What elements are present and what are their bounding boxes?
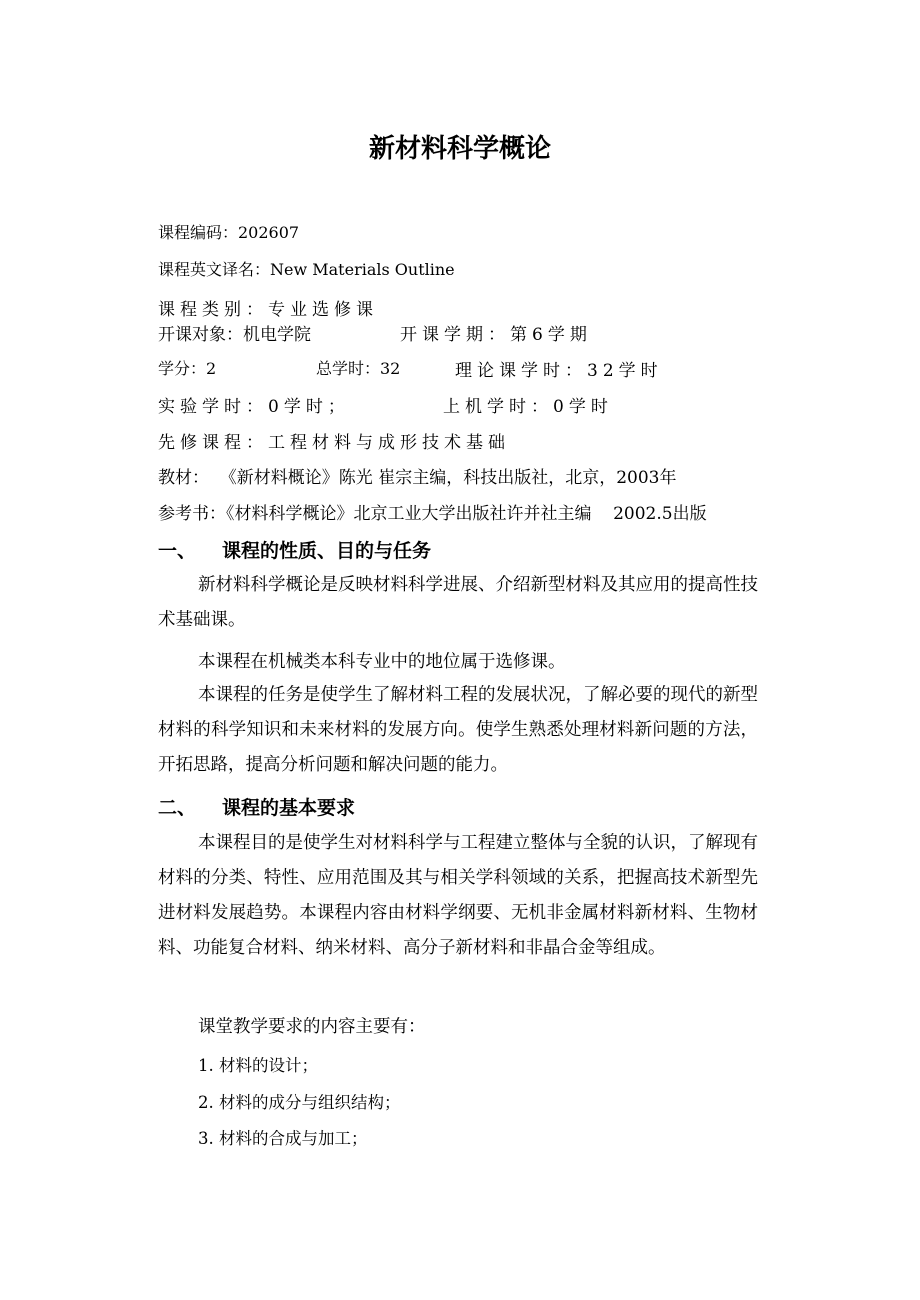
document-title: 新材料科学概论 (368, 134, 551, 164)
section1-paragraph: 本课程的任务是使学生了解材料工程的发展状况，了解必要的现代的新型材料的科学知识和未来材料的发展方向。使学生熟悉处理材料新问题的方法，开拓思路，提高分析问题和解决问题的能力。 (158, 685, 758, 775)
section1-paragraph: 本课程在机械类本科专业中的地位属于选修课。 (198, 652, 566, 672)
section1-number: 一、 (158, 540, 197, 562)
section2-heading: 课程的基本要求 (222, 797, 356, 819)
list-item: 3. 材料的合成与加工； (198, 1129, 368, 1148)
section1-paragraph: 新材料科学概论是反映材料科学进展、介绍新型材料及其应用的提高性技术基础课。 (158, 575, 758, 630)
course-term: 开课学期：第6学期 (400, 325, 592, 345)
section2-paragraph: 课堂教学要求的内容主要有： (198, 1017, 426, 1037)
course-category: 课程类别：专业选修课 (158, 300, 378, 320)
course-textbook: 教材： 《新材料概论》陈光 崔宗主编，科技出版社，北京，2003年 (158, 468, 677, 488)
section1-heading: 课程的性质、目的与任务 (222, 540, 432, 562)
course-total-hours: 总学时：32 (316, 359, 401, 378)
course-target: 开课对象：机电学院 (158, 325, 311, 345)
course-english-name: 课程英文译名：New Materials Outline (158, 260, 455, 279)
course-prerequisite: 先修课程：工程材料与成形技术基础 (158, 433, 510, 453)
list-item: 2. 材料的成分与组织结构； (198, 1093, 401, 1112)
course-reference: 参考书：《材料科学概论》北京工业大学出版社许并社主编 2002.5出版 (158, 504, 707, 524)
list-item: 1. 材料的设计； (198, 1056, 318, 1075)
course-credit: 学分：2 (158, 359, 217, 378)
section2-number: 二、 (158, 797, 197, 819)
course-computer-hours: 上机学时：0学时 (443, 397, 613, 417)
course-lab-hours: 实验学时：0学时； (158, 397, 350, 417)
course-code: 课程编码：202607 (158, 223, 300, 242)
section2-paragraph: 本课程目的是使学生对材料科学与工程建立整体与全貌的认识，了解现有材料的分类、特性、应用范围及其与相关学科领域的关系，把握高技术新型先进材料发展趋势。本课程内容由材料学纲要、无机非金属材料新材料、生物材料、功能复合材料、纳米材料、高分子新材料和非晶合金等组成。 (158, 833, 758, 958)
course-theory-hours: 理论课学时：32学时 (455, 361, 663, 381)
